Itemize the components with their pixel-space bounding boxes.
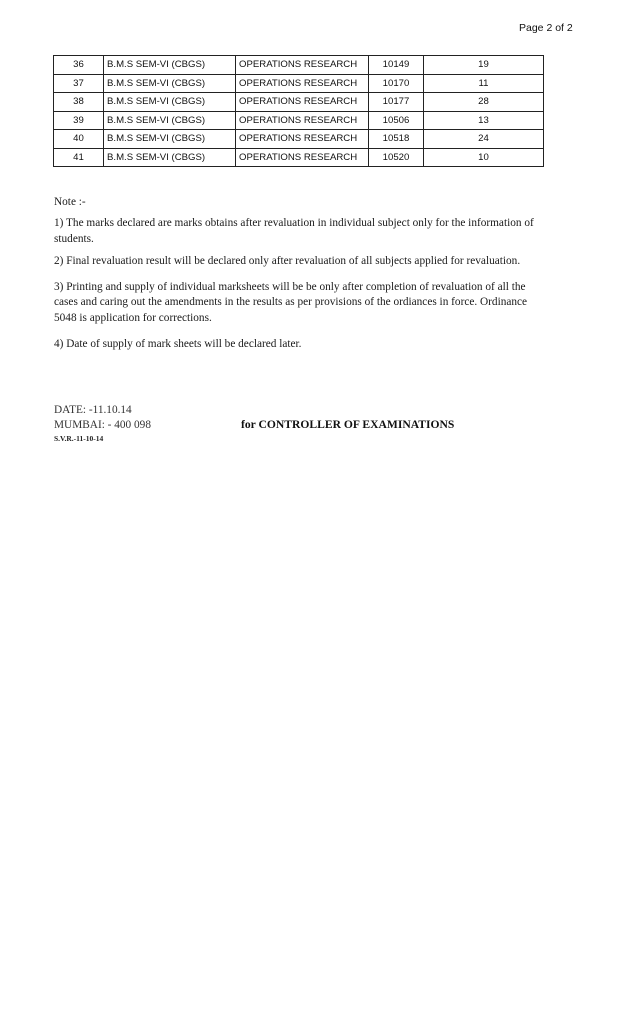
table-row [54,111,544,130]
marks-cell: 24 [424,130,544,149]
marks-cell: 10 [424,148,544,167]
class-cell: B.M.S SEM-VI (CBGS) [104,111,236,130]
table-row [54,93,544,112]
sr-no-cell: 41 [54,148,104,167]
table-row [54,56,544,75]
marks-cell: 28 [424,93,544,112]
marks-cell: 19 [424,56,544,75]
table-row [54,148,544,167]
seat-no-cell: 10520 [369,148,424,167]
seat-no-cell: 10506 [369,111,424,130]
issue-date: DATE: -11.10.14 [54,404,132,416]
footer-signature-row [54,417,574,433]
table-row [54,130,544,149]
seat-no-cell: 10177 [369,93,424,112]
notes-heading: Note :- [54,196,86,208]
issuing-city: MUMBAI: - 400 098 [54,419,151,431]
page-number-label: Page 2 of 2 [519,22,573,34]
sr-no-cell: 40 [54,130,104,149]
sr-no-cell: 37 [54,74,104,93]
notes-section [54,195,544,359]
sr-no-cell: 39 [54,111,104,130]
sr-no-cell: 36 [54,56,104,75]
document-footer [54,403,574,445]
reference-code: S.V.R.-11-10-14 [54,434,104,443]
note-item-2: 2) Final revaluation result will be declared only after revaluation of all subjects applied for revaluation. [54,254,521,267]
marks-cell: 11 [424,74,544,93]
class-cell: B.M.S SEM-VI (CBGS) [104,93,236,112]
signatory-title: for CONTROLLER OF EXAMINATIONS [241,418,455,431]
subject-cell: OPERATIONS RESEARCH [236,74,369,93]
subject-cell: OPERATIONS RESEARCH [236,56,369,75]
class-cell: B.M.S SEM-VI (CBGS) [104,74,236,93]
seat-no-cell: 10518 [369,130,424,149]
subject-cell: OPERATIONS RESEARCH [236,148,369,167]
note-item-3: 3) Printing and supply of individual marksheets will be be only after completion of revaluation of all the cases and caring out the amendments in the results as per provisions of the ordiances in force. Ordinance 5048 is application for corrections. [54,281,528,324]
subject-cell: OPERATIONS RESEARCH [236,111,369,130]
note-item-1: 1) The marks declared are marks obtains after revaluation in individual subject only for the information of students. [54,217,534,245]
seat-no-cell: 10170 [369,74,424,93]
class-cell: B.M.S SEM-VI (CBGS) [104,56,236,75]
table-row [54,74,544,93]
sr-no-cell: 38 [54,93,104,112]
subject-cell: OPERATIONS RESEARCH [236,130,369,149]
marks-cell: 13 [424,111,544,130]
note-item-4: 4) Date of supply of mark sheets will be declared later. [54,338,302,351]
class-cell: B.M.S SEM-VI (CBGS) [104,148,236,167]
subject-cell: OPERATIONS RESEARCH [236,93,369,112]
revaluation-results-table [53,55,544,167]
class-cell: B.M.S SEM-VI (CBGS) [104,130,236,149]
seat-no-cell: 10149 [369,56,424,75]
